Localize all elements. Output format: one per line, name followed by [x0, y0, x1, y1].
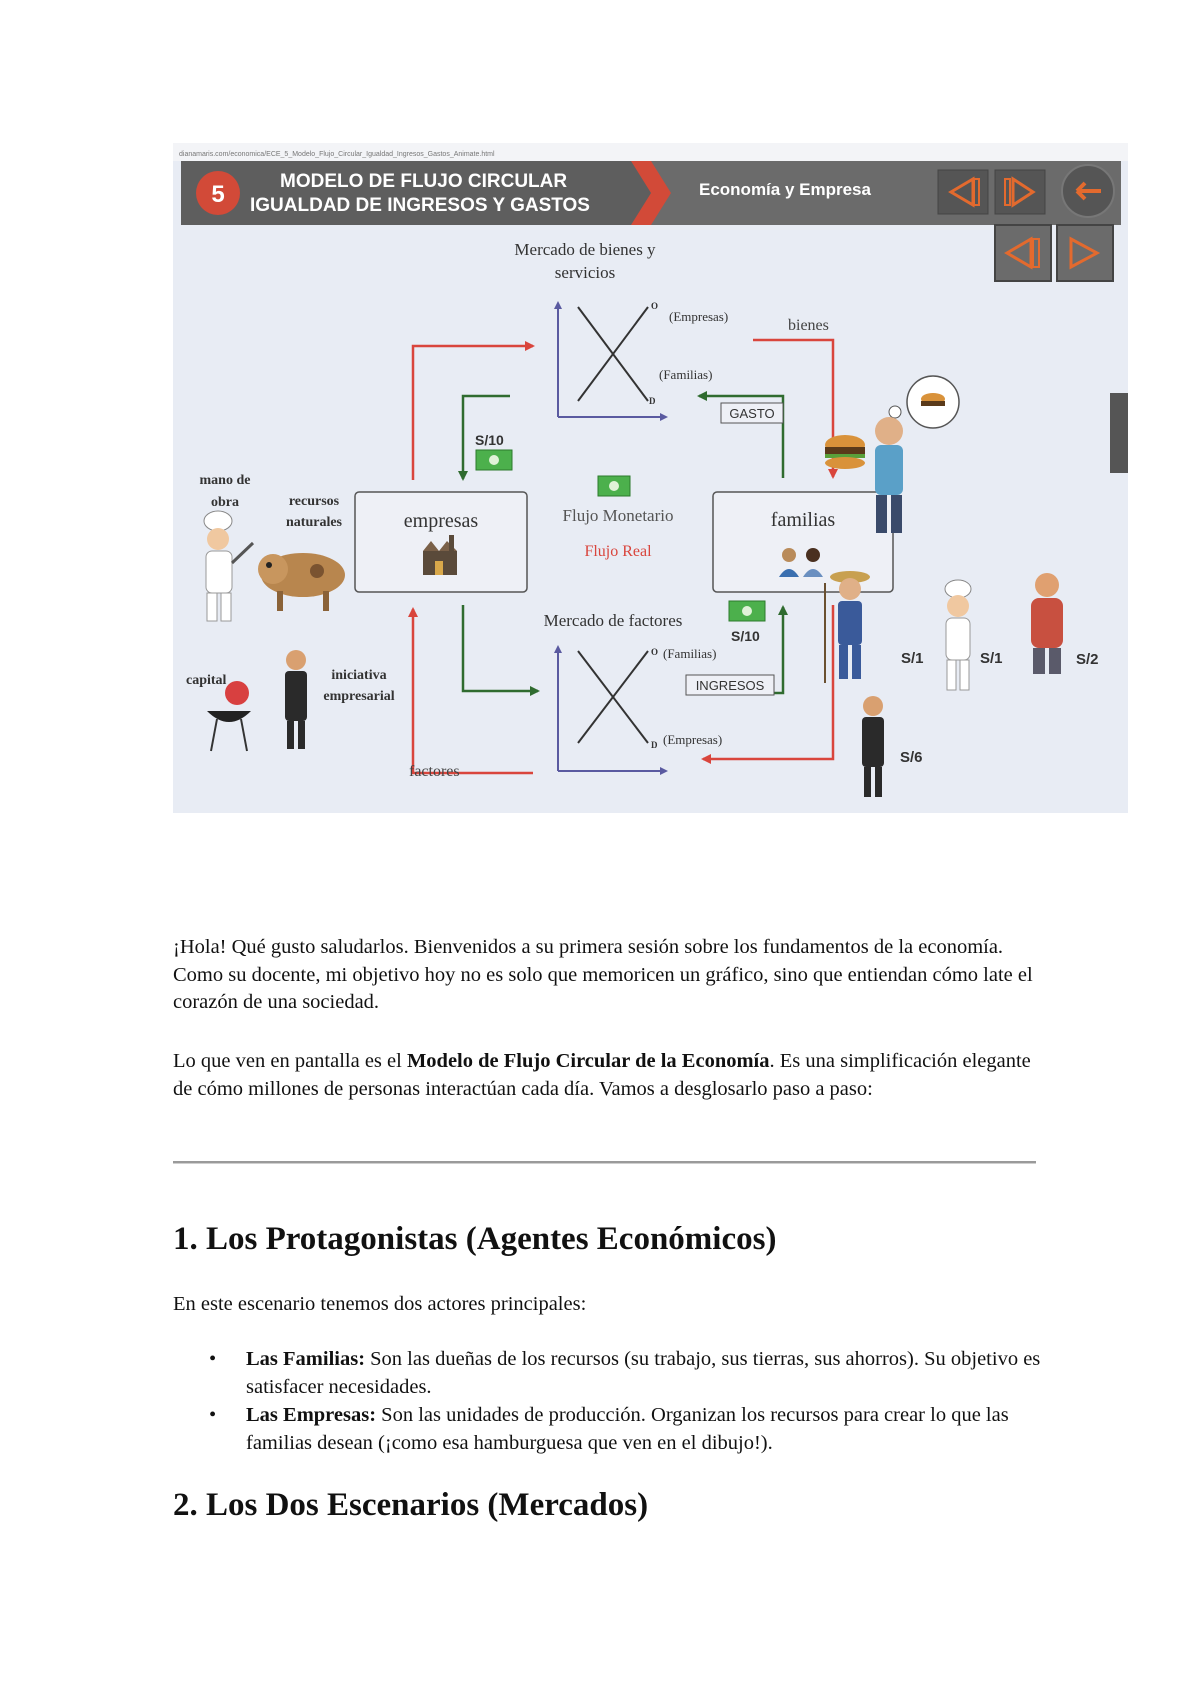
actors-intro: En este escenario tenemos dos actores principales: — [173, 1293, 587, 1315]
burger-icon — [825, 435, 865, 469]
list-item-text: Son las unidades de producción. Organizan los recursos para crear lo que las familias desean (¡como esa hamburguesa que ven en el dibujo!). — [246, 1404, 1009, 1454]
slide-title-line2: IGUALDAD DE INGRESOS Y GASTOS — [250, 195, 590, 216]
goods-supply-label: (Empresas) — [669, 309, 729, 324]
goods-market-label-1: Mercado de bienes y — [514, 240, 656, 259]
slide-subject: Economía y Empresa — [699, 180, 871, 199]
goods-supply-letter: O — [651, 301, 659, 311]
label-capital: capital — [186, 673, 227, 688]
label-naturales: naturales — [286, 515, 342, 530]
label-iniciativa: iniciativa — [331, 668, 387, 683]
factor-supply-label: (Familias) — [663, 646, 717, 661]
empresas-box — [355, 492, 527, 592]
first-slide-button[interactable] — [938, 170, 988, 214]
label-s6: S/6 — [900, 749, 923, 766]
model-paragraph-end: . Es una simplificación elegante de cómo millones de personas interactúan cada día. Vamos a desglosarlo paso a paso: — [173, 1050, 1031, 1100]
model-paragraph — [173, 1048, 1043, 1103]
goods-demand-letter: D — [649, 396, 656, 406]
money-icon-top — [476, 450, 512, 470]
label-s1-a: S/1 — [901, 650, 924, 667]
bullet-icon: • — [209, 1404, 217, 1426]
slide-url: dianamaris.com/economica/ECE_5_Modelo_Flujo_Circular_Igualdad_Ingresos_Gastos_Animate.html — [179, 151, 495, 158]
section-heading-2: 2. Los Dos Escenarios (Mercados) — [173, 1487, 649, 1523]
label-bienes: bienes — [788, 317, 829, 334]
label-recursos: recursos — [288, 494, 340, 509]
list-item-label: Las Empresas: — [246, 1404, 377, 1426]
legend-flujo-monetario: Flujo Monetario — [562, 506, 674, 525]
slide-title-line1: MODELO DE FLUJO CIRCULAR — [280, 171, 568, 192]
label-factores: factores — [409, 763, 460, 780]
list-item-text: Son las dueñas de los recursos (su trabajo, sus tierras, sus ahorros). Su objetivo es satisfacer necesidades. — [246, 1348, 1041, 1398]
label-s10-top: S/10 — [475, 432, 504, 448]
slide-number: 5 — [211, 181, 225, 208]
goods-demand-label: (Familias) — [659, 367, 713, 382]
label-s2: S/2 — [1076, 651, 1099, 668]
factor-demand-letter: D — [651, 740, 658, 750]
label-mano-de: mano de — [199, 473, 251, 488]
slide-screenshot — [173, 143, 1128, 813]
familias-label: familias — [770, 509, 836, 531]
horizontal-rule — [173, 1161, 1036, 1164]
previous-button[interactable] — [995, 225, 1051, 281]
list-item-label: Las Familias: — [246, 1348, 366, 1370]
label-empresarial: empresarial — [323, 689, 395, 704]
next-button[interactable] — [1057, 225, 1113, 281]
list-item — [173, 1401, 1043, 1457]
goods-market-label-2: servicios — [554, 263, 616, 282]
money-icon-center — [598, 476, 630, 496]
actors-list — [173, 1345, 1043, 1457]
factor-demand-label: (Empresas) — [663, 732, 723, 747]
bullet-icon: • — [209, 1348, 217, 1370]
label-gasto: GASTO — [729, 406, 775, 421]
side-panel-tab[interactable] — [1110, 393, 1128, 473]
factor-market-label: Mercado de factores — [543, 611, 683, 630]
money-icon-bottom — [729, 601, 765, 621]
label-obra: obra — [211, 495, 239, 510]
last-slide-button[interactable] — [995, 170, 1045, 214]
intro-paragraph: ¡Hola! Qué gusto saludarlos. Bienvenidos a su primera sesión sobre los fundamentos de la economía. Como su docente, mi objetivo hoy no es solo que memoricen un gráfico, sino que entiendan cómo late el corazón de una sociedad. — [173, 936, 1033, 1013]
label-s1-b: S/1 — [980, 650, 1003, 667]
back-button[interactable] — [1062, 165, 1114, 217]
label-ingresos: INGRESOS — [695, 678, 765, 693]
list-item — [173, 1345, 1043, 1401]
section-heading-1: 1. Los Protagonistas (Agentes Económicos) — [173, 1221, 777, 1257]
factor-supply-letter: O — [651, 647, 659, 657]
legend-flujo-real: Flujo Real — [584, 543, 652, 560]
model-name: Modelo de Flujo Circular de la Economía — [406, 1050, 770, 1072]
empresas-label: empresas — [403, 510, 479, 532]
label-s10-bottom: S/10 — [731, 628, 760, 644]
model-paragraph-start: Lo que ven en pantalla es el — [173, 1050, 407, 1072]
